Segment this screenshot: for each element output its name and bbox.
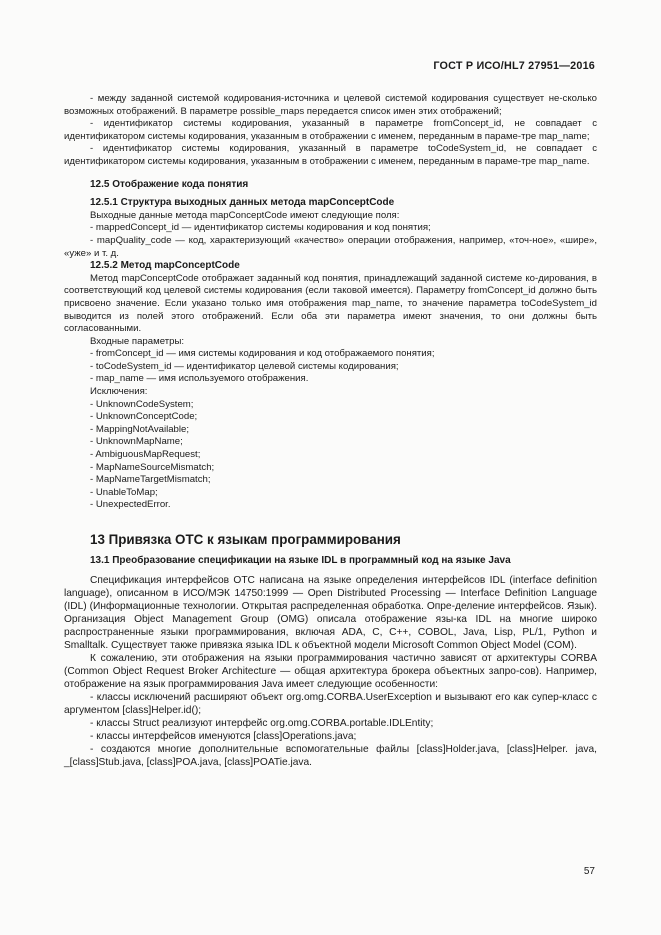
paragraph: Спецификация интерфейсов ОТС написана на языке определения интерфейсов IDL (interface definition language), описанном в ИСО/МЭК 14750:1999 — Open Distributed Processing — Interface Definition Language (IDL) (Информационные технологии. Открытая распределенная обработка. Опре-деление интерфейсов. Язык). Организация Object Management Group (OMG) описала отображение язы-ка IDL на многие широко распространенные языки программирования, включая ADA, С, C++, COBOL, Java, Lisp, PL/1, Python и Smalltalk. Существует также привязка языка IDL к объектной модели Microsoft Common Object Model (COM). <box>64 574 597 651</box>
paragraph: Выходные данные метода mapConceptCode имеют следующие поля: <box>90 209 400 221</box>
list-item: - классы Struct реализуют интерфейс org.omg.CORBA.portable.IDLEntity; <box>90 717 434 729</box>
list-item: - UnknownMapName; <box>90 436 183 448</box>
list-item: - классы исключений расширяют объект org.omg.CORBA.UserException и вызывают его как супер-класс с аргументом [class]Helper.id(); <box>64 691 597 716</box>
list-item: - создаются многие дополнительные вспомогательные файлы [class]Holder.java, [class]Helper. java, _[class]Stub.java, [class]POA.java, [class]POATie.java. <box>64 743 597 768</box>
list-item: - MapNameTargetMismatch; <box>90 474 211 486</box>
list-item: - UnexpectedError. <box>90 499 171 511</box>
paragraph: - идентификатор системы кодирования, указанный в параметре fromConcept_id, не совпадает с идентификатором системы кодирования, указанным в отображении с именем, переданным в параме-тре map_name; <box>64 118 597 142</box>
paragraph: Метод mapConceptCode отображает заданный код понятия, принадлежащий заданной системе ко-дирования, в соответствующий код целевой системы кодирования (если таковой имеется). Параметру fromConcept_id должно быть присвоено значение. Если указано только имя отображения map_name, то значение параметра toCodeSystem_id выводится из полей этого отображений. Если оба эти параметра имеют значения, то они должны быть согласованными. <box>64 272 597 335</box>
paragraph: К сожалению, эти отображения на языки программирования частично зависят от архитектуры CORBA (Common Object Request Broker Architecture — общая архитектура брокера объектных запро-сов). Например, отображение на язык программирования Java имеет следующие особенности: <box>64 652 597 690</box>
document-code-header: ГОСТ Р ИСО/HL7 27951—2016 <box>433 60 595 72</box>
input-parameters-label: Входные параметры: <box>90 335 185 347</box>
page-number: 57 <box>583 866 595 877</box>
subsection-heading-12-5-2: 12.5.2 Метод mapConceptCode <box>90 260 240 272</box>
subsection-heading-12-5-1: 12.5.1 Структура выходных данных метода mapConceptCode <box>90 197 395 209</box>
subsection-heading-13-1: 13.1 Преобразование спецификации на языке IDL в программный код на языке Java <box>90 555 511 566</box>
list-item: - map_name — имя используемого отображения. <box>90 373 309 385</box>
paragraph: - между заданной системой кодирования-источника и целевой системой кодирования существует не-сколько возможных отображений. В параметре possible_maps передается список имен этих отображений; <box>64 93 597 117</box>
list-item: - mappedConcept_id — идентификатор системы кодирования и код понятия; <box>90 222 431 234</box>
section-heading-13: 13 Привязка ОТС к языкам программирования <box>90 532 401 547</box>
section-13-body <box>64 574 597 769</box>
list-item: - MapNameSourceMismatch; <box>90 461 215 473</box>
list-item: - UnableToMap; <box>90 486 158 498</box>
list-item: - toCodeSystem_id — идентификатор целевой системы кодирования; <box>90 360 399 372</box>
page-content <box>64 93 597 769</box>
list-item: - AmbiguousMapRequest; <box>90 449 201 461</box>
list-item: - UnknownConceptCode; <box>90 411 198 423</box>
list-item: - mapQuality_code — код, характеризующий «качество» операции отображения, например, «точ-ное», «шире», «уже» и т. д. <box>64 234 597 259</box>
list-item: - UnknownCodeSystem; <box>90 398 194 410</box>
paragraph: - идентификатор системы кодирования, указанный в параметре toCodeSystem_id, не совпадает с идентификатором системы кодирования, указанным в отображении с именем, переданным в параме-тре map_name. <box>64 143 597 167</box>
exceptions-label: Исключения: <box>90 386 148 398</box>
list-item: - fromConcept_id — имя системы кодирования и код отображаемого понятия; <box>90 348 435 360</box>
list-item: - MappingNotAvailable; <box>90 423 190 435</box>
section-heading-12-5: 12.5 Отображение кода понятия <box>90 178 249 190</box>
list-item: - классы интерфейсов именуются [class]Operations.java; <box>90 730 357 742</box>
